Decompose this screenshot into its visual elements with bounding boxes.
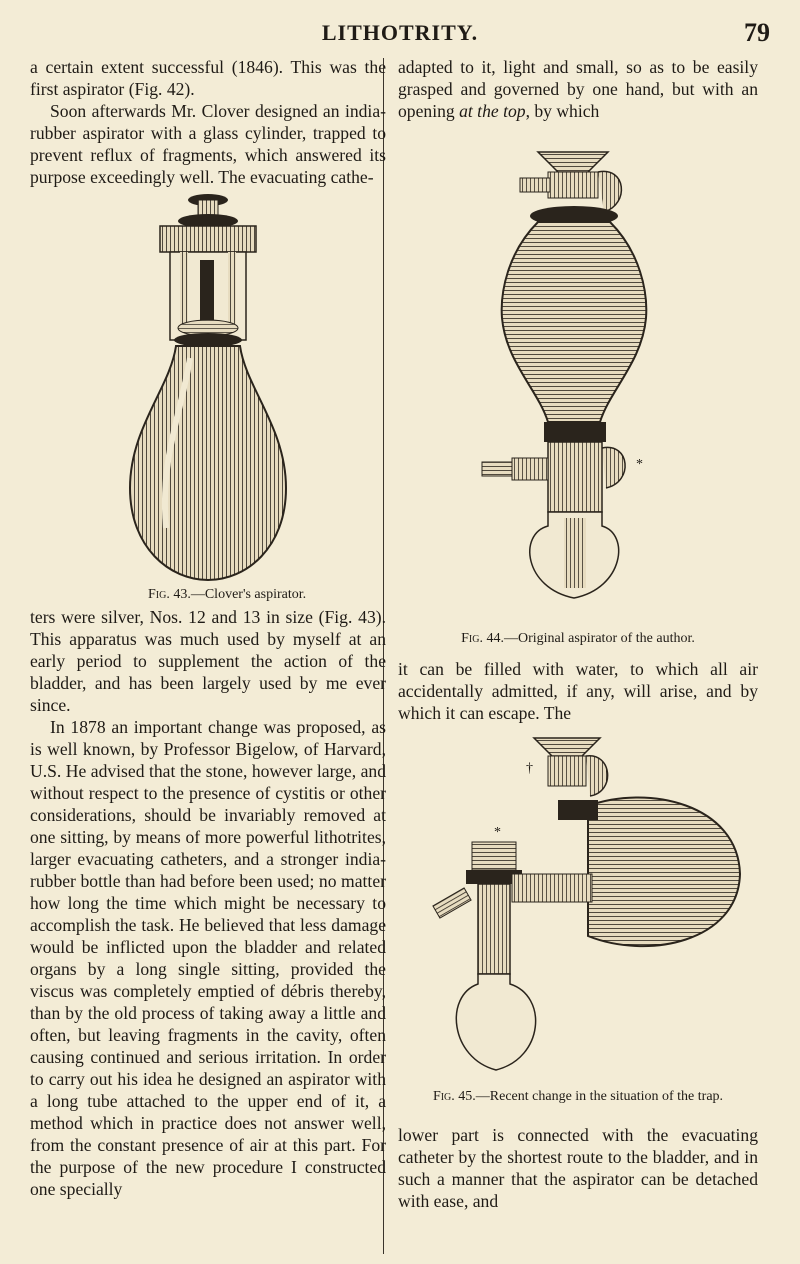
figure-45 bbox=[398, 724, 758, 1124]
caption-text: —Original aspirator of the author. bbox=[503, 631, 695, 646]
recent-trap-illustration bbox=[398, 724, 758, 1088]
text-run: , by which bbox=[525, 101, 600, 121]
paragraph bbox=[398, 56, 758, 122]
paragraph: ters were silver, Nos. 12 and 13 in size (Fig. 43). This apparatus was much used by myself at an early period to supplement the action of the bladder, and has been largely used by me ever since. bbox=[30, 607, 386, 715]
running-title: LITHOTRITY. bbox=[321, 20, 479, 45]
paragraph: a certain extent successful (1846). This was the first aspirator (Fig. 42). bbox=[30, 57, 386, 99]
caption-text: —Clover's aspirator. bbox=[190, 587, 307, 602]
figure-marker-star: * bbox=[494, 825, 501, 840]
running-head bbox=[30, 18, 770, 50]
figure-44 bbox=[398, 122, 758, 652]
figure-marker-star: * bbox=[636, 457, 643, 472]
paragraph: lower part is connected with the evacuating catheter by the shortest route to the bladder, and in such a manner that the aspirator can be detached with ease, and bbox=[398, 1125, 758, 1211]
caption-text: —Recent change in the situation of the trap. bbox=[475, 1089, 724, 1104]
left-column bbox=[30, 56, 386, 1200]
text-run: adapted to it, light and small, so as to be easily grasped and governed by one hand, but with an opening bbox=[398, 57, 758, 121]
figure-label: Fig. 45. bbox=[432, 1089, 476, 1104]
figure-43-caption bbox=[30, 586, 386, 603]
emphasis-text: at the top bbox=[459, 101, 526, 121]
paragraph: it can be filled with water, to which all air accidentally admitted, if any, will arise, and by which it can escape. The bbox=[398, 659, 758, 723]
page-number: 79 bbox=[744, 18, 770, 47]
figure-label: Fig. 43. bbox=[148, 587, 191, 602]
figure-marker-dagger: † bbox=[526, 761, 533, 776]
figure-43 bbox=[30, 188, 386, 606]
figure-label: Fig. 44. bbox=[461, 631, 504, 646]
clover-aspirator-illustration bbox=[30, 188, 386, 586]
right-column bbox=[398, 56, 758, 1212]
paragraph: Soon afterwards Mr. Clover designed an india-rubber aspirator with a glass cylinder, trapped to prevent reflux of fragments, which answered its purpose exceedingly well. The evacuating cathe- bbox=[30, 101, 386, 187]
figure-44-caption bbox=[398, 630, 758, 647]
figure-45-caption bbox=[398, 1088, 758, 1105]
original-aspirator-illustration bbox=[398, 122, 758, 630]
paragraph: In 1878 an important change was proposed, as is well known, by Professor Bigelow, of Harvard, U.S. He advised that the stone, however large, and without respect to the presence of cystitis or other considerations, should be invariably removed at one sitting, by means of more powerful lithotrites, larger evacuating catheters, and a stronger india-rubber bottle than had before been used; no matter how long the time which might be necessary to accomplish the task. He believed that less damage would be inflicted upon the bladder and related organs by a long single sitting, provided the viscus was completely emptied of débris thereby, than by the old process of taking away a little and often, but leaving fragments in the cavity, often causing continued and serious irritation. In order to carry out his idea he designed an aspirator with a long tube attached to the upper end of it, a method which in practice does not answer well, from the constant presence of air at this part. For the purpose of the new procedure I constructed one specially bbox=[30, 717, 386, 1199]
